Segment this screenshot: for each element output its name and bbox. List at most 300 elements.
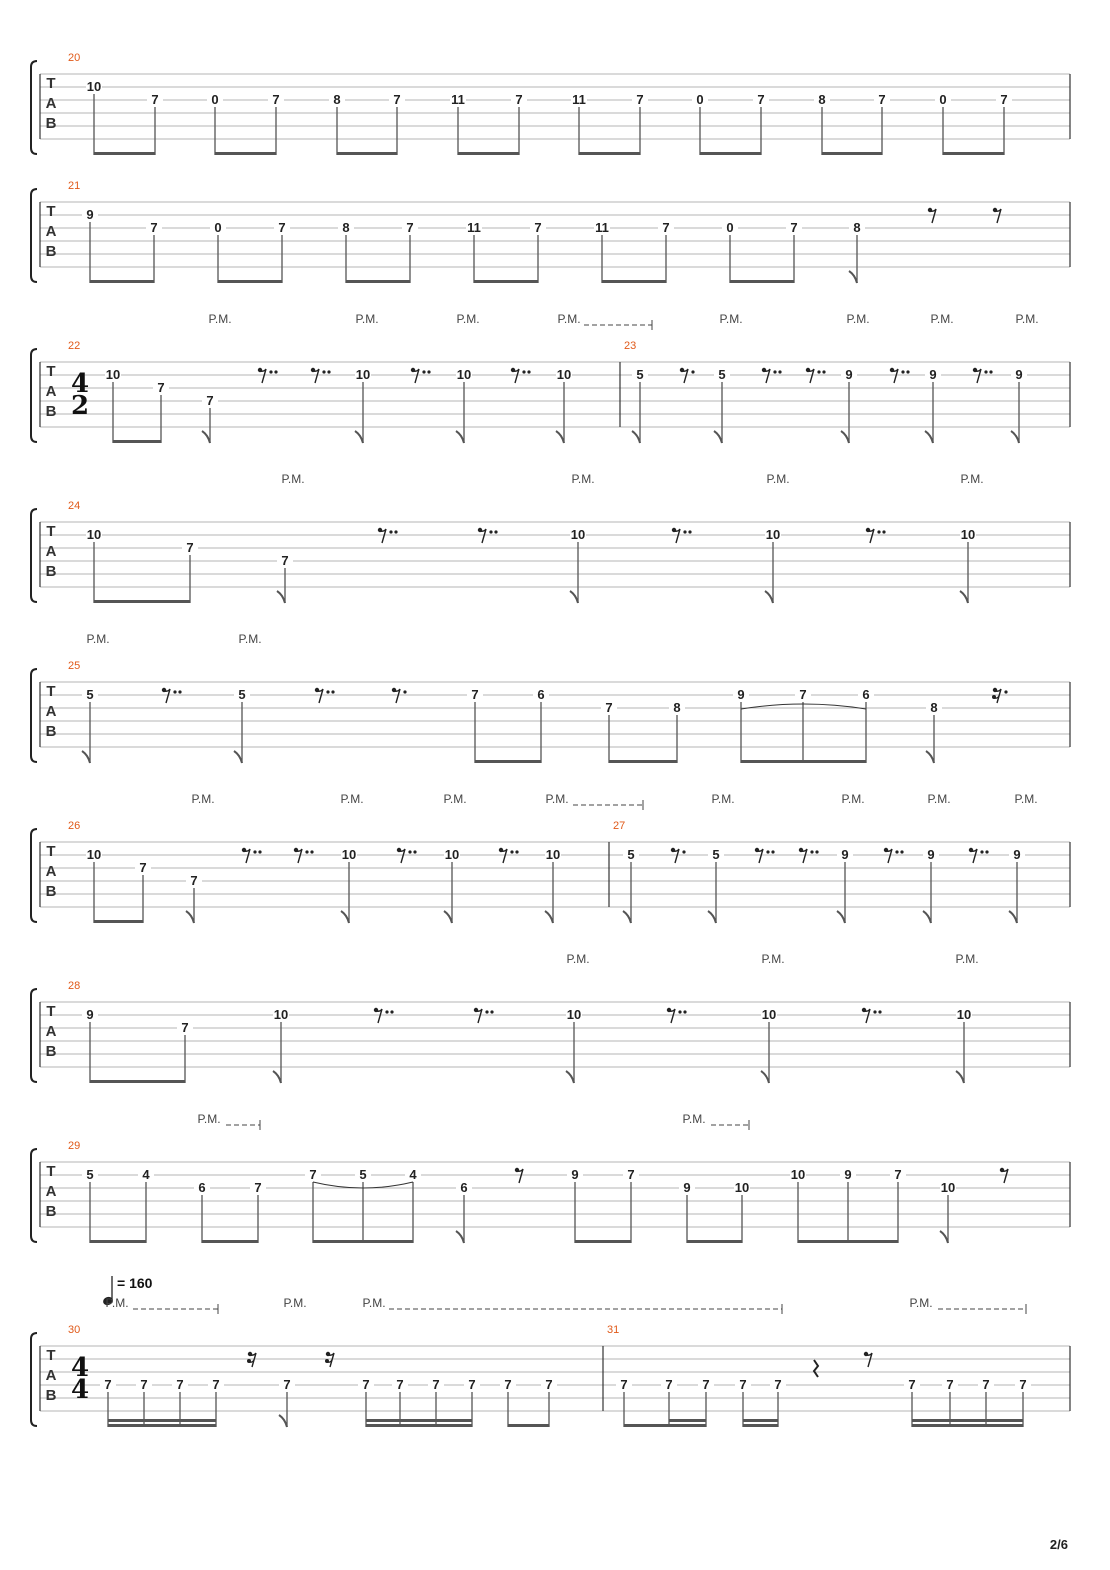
rest-dot bbox=[678, 1010, 681, 1013]
fret-number: 7 bbox=[946, 1377, 954, 1392]
measure-number: 31 bbox=[607, 1324, 620, 1336]
eighth-rest-icon bbox=[260, 369, 266, 383]
measure-number: 20 bbox=[68, 52, 81, 64]
palm-mute-label: P.M. bbox=[283, 1296, 307, 1310]
fret-number: 7 bbox=[702, 1377, 710, 1392]
rest-dot bbox=[389, 530, 392, 533]
fret-number: 9 bbox=[683, 1180, 691, 1195]
fret-number: 7 bbox=[1000, 92, 1008, 107]
rest-dot bbox=[817, 370, 820, 373]
note-flag bbox=[82, 751, 90, 763]
eighth-rest-icon bbox=[1002, 1169, 1008, 1183]
fret-number: 9 bbox=[86, 207, 94, 222]
eighth-rest-icon bbox=[892, 369, 898, 383]
rest-dot bbox=[326, 690, 329, 693]
tab-clef-b: B bbox=[45, 115, 57, 132]
note-beam bbox=[90, 1080, 185, 1083]
rest-dot bbox=[815, 850, 818, 853]
fret-number: 7 bbox=[281, 553, 289, 568]
fret-number: 10 bbox=[456, 367, 472, 382]
system-bracket bbox=[31, 61, 37, 154]
fret-number: 7 bbox=[181, 1020, 189, 1035]
fret-number: 7 bbox=[151, 92, 159, 107]
fret-number: 7 bbox=[206, 393, 214, 408]
time-signature-top: 4 bbox=[70, 1353, 90, 1383]
rest-dot bbox=[485, 1010, 488, 1013]
note-beam bbox=[218, 280, 282, 283]
rest-dot bbox=[413, 850, 416, 853]
note-beam-16th bbox=[912, 1419, 1023, 1422]
note-beam bbox=[366, 1424, 472, 1427]
fret-number: 6 bbox=[862, 687, 870, 702]
tab-clef-a: A bbox=[45, 1367, 57, 1384]
note-beam bbox=[700, 152, 761, 155]
fret-number: 7 bbox=[396, 1377, 404, 1392]
fret-number: 5 bbox=[636, 367, 644, 382]
rest-dot bbox=[403, 690, 406, 693]
fret-number: 5 bbox=[718, 367, 726, 382]
rest-dot bbox=[895, 850, 898, 853]
fret-number: 7 bbox=[176, 1377, 184, 1392]
fret-number: 10 bbox=[444, 847, 460, 862]
eighth-rest-icon bbox=[476, 1009, 482, 1023]
note-beam bbox=[90, 280, 154, 283]
fret-number: 5 bbox=[359, 1167, 367, 1182]
rest-dot bbox=[522, 370, 525, 373]
rest-dot bbox=[683, 530, 686, 533]
fret-number: 7 bbox=[309, 1167, 317, 1182]
fret-number: 7 bbox=[254, 1180, 262, 1195]
fret-number: 7 bbox=[504, 1377, 512, 1392]
measure-number: 28 bbox=[68, 980, 81, 992]
tempo-value: = 160 bbox=[117, 1275, 153, 1291]
palm-mute-label: P.M. bbox=[1014, 792, 1038, 806]
fret-number: 9 bbox=[844, 1167, 852, 1182]
rest-dot bbox=[882, 530, 885, 533]
system-bracket bbox=[31, 669, 37, 762]
note-flag bbox=[926, 751, 934, 763]
fret-number: 10 bbox=[341, 847, 357, 862]
eighth-rest-icon bbox=[317, 689, 323, 703]
note-beam bbox=[602, 280, 666, 283]
rest-dot bbox=[901, 370, 904, 373]
eighth-rest-icon bbox=[682, 369, 688, 383]
rest-dot bbox=[1004, 690, 1007, 693]
palm-mute-label: P.M. bbox=[566, 952, 590, 966]
palm-mute-label: P.M. bbox=[340, 792, 364, 806]
palm-mute-label: P.M. bbox=[719, 312, 743, 326]
tab-clef-b: B bbox=[45, 723, 57, 740]
tab-clef-b: B bbox=[45, 1043, 57, 1060]
fret-number: 6 bbox=[460, 1180, 468, 1195]
note-flag bbox=[714, 431, 722, 443]
page-number: 2/6 bbox=[1049, 1537, 1068, 1552]
fret-number: 0 bbox=[696, 92, 704, 107]
rest-dot bbox=[310, 850, 313, 853]
system-bracket bbox=[31, 189, 37, 282]
fret-number: 7 bbox=[774, 1377, 782, 1392]
fret-number: 7 bbox=[627, 1167, 635, 1182]
fret-number: 5 bbox=[712, 847, 720, 862]
note-beam bbox=[943, 152, 1004, 155]
fret-number: 11 bbox=[451, 92, 465, 107]
tab-clef-t: T bbox=[46, 203, 56, 220]
tab-clef-t: T bbox=[46, 1003, 56, 1020]
measure-number: 26 bbox=[68, 820, 81, 832]
note-beam-16th bbox=[366, 1419, 472, 1422]
note-beam bbox=[337, 152, 397, 155]
note-beam bbox=[508, 1424, 549, 1427]
eighth-rest-icon bbox=[757, 849, 763, 863]
palm-mute-label: P.M. bbox=[682, 1112, 706, 1126]
note-flag bbox=[570, 591, 578, 603]
eighth-rest-icon bbox=[975, 369, 981, 383]
rest-dot bbox=[900, 850, 903, 853]
measure-number: 29 bbox=[68, 1140, 81, 1152]
rest-dot bbox=[178, 690, 181, 693]
measure-number: 25 bbox=[68, 660, 81, 672]
rest-dot bbox=[683, 1010, 686, 1013]
palm-mute-label: P.M. bbox=[841, 792, 865, 806]
tab-clef-t: T bbox=[46, 75, 56, 92]
fret-number: 7 bbox=[140, 1377, 148, 1392]
rest-dot bbox=[810, 850, 813, 853]
eighth-rest-icon bbox=[971, 849, 977, 863]
palm-mute-label: P.M. bbox=[766, 472, 790, 486]
rest-dot bbox=[510, 850, 513, 853]
note-beam-16th bbox=[108, 1419, 216, 1422]
note-beam bbox=[741, 760, 866, 763]
fret-number: 8 bbox=[818, 92, 826, 107]
note-flag bbox=[186, 911, 194, 923]
note-flag bbox=[456, 431, 464, 443]
fret-number: 7 bbox=[620, 1377, 628, 1392]
system-bracket bbox=[31, 1333, 37, 1426]
eighth-rest-icon bbox=[513, 369, 519, 383]
palm-mute-label: P.M. bbox=[86, 632, 110, 646]
note-beam bbox=[94, 152, 155, 155]
fret-number: 7 bbox=[139, 860, 147, 875]
rest-dot bbox=[422, 370, 425, 373]
rest-dot bbox=[390, 1010, 393, 1013]
time-signature-top: 4 bbox=[70, 369, 90, 399]
fret-number: 9 bbox=[1015, 367, 1023, 382]
note-beam bbox=[94, 920, 143, 923]
palm-mute-label: P.M. bbox=[208, 312, 232, 326]
system-bracket bbox=[31, 989, 37, 1082]
fret-number: 9 bbox=[841, 847, 849, 862]
note-flag bbox=[837, 911, 845, 923]
note-flag bbox=[765, 591, 773, 603]
tab-clef-a: A bbox=[45, 223, 57, 240]
palm-mute-label: P.M. bbox=[545, 792, 569, 806]
note-flag bbox=[545, 911, 553, 923]
fret-number: 8 bbox=[853, 220, 861, 235]
fret-number: 7 bbox=[104, 1377, 112, 1392]
rest-dot bbox=[771, 850, 774, 853]
fret-number: 7 bbox=[468, 1377, 476, 1392]
rest-dot bbox=[527, 370, 530, 373]
eighth-rest-icon bbox=[394, 689, 400, 703]
fret-number: 7 bbox=[1019, 1377, 1027, 1392]
tab-clef-a: A bbox=[45, 543, 57, 560]
fret-number: 8 bbox=[673, 700, 681, 715]
eighth-rest-icon bbox=[517, 1169, 523, 1183]
fret-number: 8 bbox=[930, 700, 938, 715]
fret-number: 7 bbox=[186, 540, 194, 555]
tab-clef-a: A bbox=[45, 1023, 57, 1040]
note-flag bbox=[277, 591, 285, 603]
palm-mute-label: P.M. bbox=[571, 472, 595, 486]
fret-number: 10 bbox=[940, 1180, 956, 1195]
fret-number: 9 bbox=[845, 367, 853, 382]
rest-dot bbox=[515, 850, 518, 853]
rest-dot bbox=[305, 850, 308, 853]
palm-mute-label: P.M. bbox=[955, 952, 979, 966]
note-flag bbox=[456, 1231, 464, 1243]
note-flag bbox=[632, 431, 640, 443]
note-beam bbox=[579, 152, 640, 155]
rest-dot bbox=[269, 370, 272, 373]
note-beam bbox=[313, 1240, 413, 1243]
eighth-rest-icon bbox=[995, 689, 1001, 703]
fret-number: 5 bbox=[238, 687, 246, 702]
rest-dot bbox=[253, 850, 256, 853]
fret-number: 10 bbox=[355, 367, 371, 382]
eighth-rest-icon bbox=[501, 849, 507, 863]
rest-dot bbox=[691, 370, 694, 373]
note-beam bbox=[475, 760, 541, 763]
eighth-rest-icon bbox=[673, 849, 679, 863]
tab-clef-a: A bbox=[45, 383, 57, 400]
fret-number: 10 bbox=[556, 367, 572, 382]
rest-dot bbox=[258, 850, 261, 853]
eighth-rest-icon bbox=[480, 529, 486, 543]
rest-dot bbox=[427, 370, 430, 373]
fret-number: 10 bbox=[960, 527, 976, 542]
note-beam bbox=[743, 1424, 778, 1427]
eighth-rest-icon bbox=[296, 849, 302, 863]
fret-number: 7 bbox=[432, 1377, 440, 1392]
palm-mute-label: P.M. bbox=[909, 1296, 933, 1310]
quarter-rest-icon bbox=[814, 1360, 818, 1377]
fret-number: 10 bbox=[570, 527, 586, 542]
rest-dot bbox=[980, 850, 983, 853]
palm-mute-label: P.M. bbox=[711, 792, 735, 806]
rest-dot bbox=[408, 850, 411, 853]
note-beam bbox=[90, 1240, 146, 1243]
tab-clef-a: A bbox=[45, 95, 57, 112]
tab-clef-b: B bbox=[45, 1203, 57, 1220]
system-bracket bbox=[31, 349, 37, 442]
eighth-rest-icon bbox=[328, 1353, 334, 1367]
tab-clef-b: B bbox=[45, 883, 57, 900]
palm-mute-label: P.M. bbox=[927, 792, 951, 806]
eighth-rest-icon bbox=[250, 1353, 256, 1367]
measure-number: 22 bbox=[68, 340, 81, 352]
time-signature-bottom: 4 bbox=[70, 1375, 90, 1405]
note-flag bbox=[940, 1231, 948, 1243]
fret-number: 11 bbox=[572, 92, 586, 107]
note-flag bbox=[341, 911, 349, 923]
tab-clef-b: B bbox=[45, 1387, 57, 1404]
tab-clef-t: T bbox=[46, 1163, 56, 1180]
fret-number: 9 bbox=[86, 1007, 94, 1022]
fret-number: 10 bbox=[765, 527, 781, 542]
fret-number: 7 bbox=[393, 92, 401, 107]
note-beam bbox=[575, 1240, 631, 1243]
eighth-rest-icon bbox=[930, 209, 936, 223]
fret-number: 7 bbox=[665, 1377, 673, 1392]
fret-number: 7 bbox=[278, 220, 286, 235]
fret-number: 7 bbox=[878, 92, 886, 107]
fret-number: 8 bbox=[342, 220, 350, 235]
rest-dot bbox=[906, 370, 909, 373]
palm-mute-label: P.M. bbox=[1015, 312, 1039, 326]
fret-number: 7 bbox=[739, 1377, 747, 1392]
palm-mute-label: P.M. bbox=[191, 792, 215, 806]
note-flag bbox=[566, 1071, 574, 1083]
note-flag bbox=[273, 1071, 281, 1083]
rest-dot bbox=[490, 1010, 493, 1013]
fret-number: 10 bbox=[273, 1007, 289, 1022]
fret-number: 7 bbox=[150, 220, 158, 235]
eighth-rest-icon bbox=[995, 209, 1001, 223]
eighth-rest-icon bbox=[313, 369, 319, 383]
note-beam bbox=[458, 152, 519, 155]
fret-number: 7 bbox=[283, 1377, 291, 1392]
fret-number: 6 bbox=[198, 1180, 206, 1195]
tab-clef-t: T bbox=[46, 683, 56, 700]
system-bracket bbox=[31, 509, 37, 602]
palm-mute-label: P.M. bbox=[456, 312, 480, 326]
eighth-rest-icon bbox=[868, 529, 874, 543]
system-bracket bbox=[31, 829, 37, 922]
rest-dot bbox=[494, 530, 497, 533]
fret-number: 10 bbox=[86, 527, 102, 542]
note-beam bbox=[113, 440, 161, 443]
rest-dot bbox=[778, 370, 781, 373]
note-beam bbox=[474, 280, 538, 283]
rest-dot bbox=[327, 370, 330, 373]
note-flag bbox=[923, 911, 931, 923]
note-beam bbox=[912, 1424, 1023, 1427]
fret-number: 10 bbox=[545, 847, 561, 862]
fret-number: 10 bbox=[105, 367, 121, 382]
fret-number: 7 bbox=[662, 220, 670, 235]
rest-dot bbox=[877, 530, 880, 533]
fret-number: 10 bbox=[761, 1007, 777, 1022]
fret-number: 9 bbox=[1013, 847, 1021, 862]
note-beam bbox=[215, 152, 276, 155]
note-beam-16th bbox=[743, 1419, 778, 1422]
palm-mute-label: P.M. bbox=[362, 1296, 386, 1310]
palm-mute-label: P.M. bbox=[761, 952, 785, 966]
fret-number: 7 bbox=[605, 700, 613, 715]
rest-dot bbox=[331, 690, 334, 693]
note-flag bbox=[925, 431, 933, 443]
note-flag bbox=[708, 911, 716, 923]
eighth-rest-icon bbox=[376, 1009, 382, 1023]
note-flag bbox=[1009, 911, 1017, 923]
fret-number: 7 bbox=[362, 1377, 370, 1392]
palm-mute-label: P.M. bbox=[846, 312, 870, 326]
fret-number: 5 bbox=[627, 847, 635, 862]
eighth-rest-icon bbox=[674, 529, 680, 543]
rest-dot bbox=[489, 530, 492, 533]
palm-mute-label: P.M. bbox=[443, 792, 467, 806]
fret-number: 9 bbox=[929, 367, 937, 382]
tab-clef-t: T bbox=[46, 363, 56, 380]
eighth-rest-icon bbox=[164, 689, 170, 703]
fret-number: 7 bbox=[799, 687, 807, 702]
measure-number: 27 bbox=[613, 820, 626, 832]
eighth-rest-icon bbox=[244, 849, 250, 863]
note-flag bbox=[234, 751, 242, 763]
fret-number: 7 bbox=[982, 1377, 990, 1392]
fret-number: 10 bbox=[790, 1167, 806, 1182]
note-beam bbox=[346, 280, 410, 283]
measure-number: 30 bbox=[68, 1324, 81, 1336]
note-flag bbox=[960, 591, 968, 603]
eighth-rest-icon bbox=[801, 849, 807, 863]
note-beam bbox=[624, 1424, 706, 1427]
note-flag bbox=[279, 1415, 287, 1427]
palm-mute-label: P.M. bbox=[930, 312, 954, 326]
tab-clef-a: A bbox=[45, 863, 57, 880]
note-flag bbox=[202, 431, 210, 443]
fret-number: 0 bbox=[939, 92, 947, 107]
fret-number: 9 bbox=[927, 847, 935, 862]
fret-number: 7 bbox=[636, 92, 644, 107]
note-beam bbox=[609, 760, 677, 763]
measure-number: 24 bbox=[68, 500, 81, 512]
rest-dot bbox=[989, 370, 992, 373]
note-flag bbox=[623, 911, 631, 923]
fret-number: 10 bbox=[86, 79, 102, 94]
eighth-rest-icon bbox=[380, 529, 386, 543]
fret-number: 0 bbox=[211, 92, 219, 107]
fret-number: 10 bbox=[566, 1007, 582, 1022]
note-beam bbox=[202, 1240, 258, 1243]
fret-number: 7 bbox=[545, 1377, 553, 1392]
rest-dot bbox=[385, 1010, 388, 1013]
rest-dot bbox=[322, 370, 325, 373]
eighth-rest-icon bbox=[413, 369, 419, 383]
note-flag bbox=[1011, 431, 1019, 443]
fret-number: 10 bbox=[734, 1180, 750, 1195]
fret-number: 7 bbox=[894, 1167, 902, 1182]
note-beam bbox=[798, 1240, 898, 1243]
fret-number: 7 bbox=[790, 220, 798, 235]
rest-dot bbox=[878, 1010, 881, 1013]
fret-number: 9 bbox=[737, 687, 745, 702]
fret-number: 5 bbox=[86, 687, 94, 702]
note-beam bbox=[687, 1240, 742, 1243]
fret-number: 9 bbox=[571, 1167, 579, 1182]
rest-dot bbox=[173, 690, 176, 693]
note-flag bbox=[841, 431, 849, 443]
fret-number: 7 bbox=[515, 92, 523, 107]
note-flag bbox=[956, 1071, 964, 1083]
rest-dot bbox=[822, 370, 825, 373]
rest-dot bbox=[274, 370, 277, 373]
rest-dot bbox=[682, 850, 685, 853]
palm-mute-label: P.M. bbox=[238, 632, 262, 646]
tab-clef-t: T bbox=[46, 1347, 56, 1364]
palm-mute-label: P.M. bbox=[197, 1112, 221, 1126]
rest-dot bbox=[873, 1010, 876, 1013]
